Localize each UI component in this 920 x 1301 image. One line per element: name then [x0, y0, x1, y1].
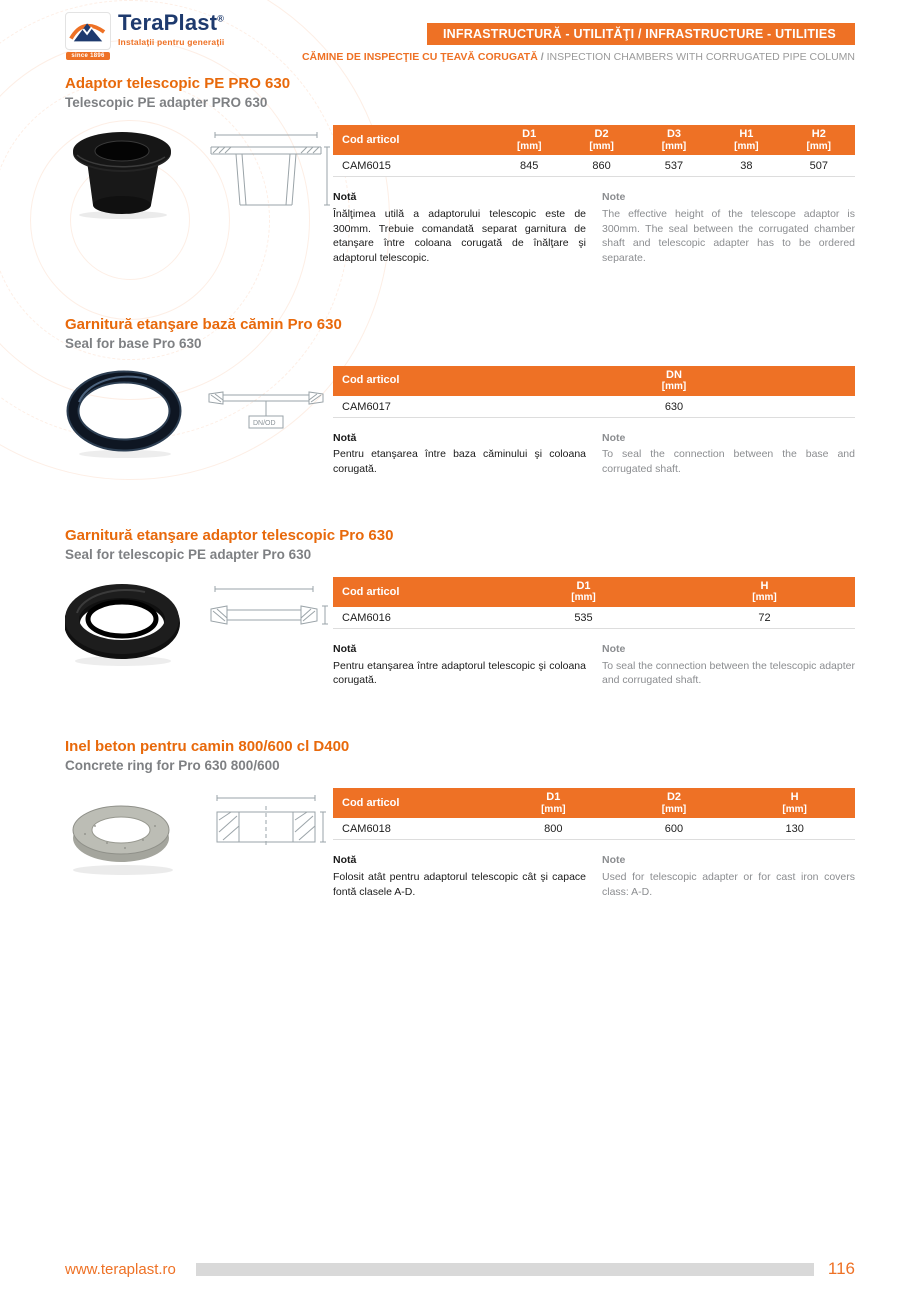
cell-h: 130 [734, 818, 855, 840]
product-section-base-seal [65, 316, 855, 477]
category-banner: INFRASTRUCTURĂ - UTILITĂŢI / INFRASTRUCTURE - UTILITIES [427, 23, 855, 45]
note-english: Note The effective height of the telescope adaptor is 300mm. The seal between the corrugated chamber shaft and telescopic adapter has to be ordered separate. [602, 191, 855, 264]
logo-brand: TeraPlast® [118, 10, 225, 35]
spec-table [333, 366, 855, 418]
col-header-d1: D1 [mm] [493, 788, 614, 818]
col-header-cod-articol: Cod articol [333, 125, 493, 155]
cell-d2: 860 [565, 155, 637, 177]
technical-drawing-concrete-ring [201, 790, 331, 886]
note-romanian: Notă Pentru etanşarea între baza căminului şi coloana corugată. [333, 431, 586, 476]
note-english: Note To seal the connection between the telescopic adapter and corrugated shaft. [602, 642, 855, 687]
col-header-d3: D3 [mm] [638, 125, 710, 155]
col-header-cod-articol: Cod articol [333, 577, 493, 607]
drawing-label-dn-od: DN/OD [253, 419, 276, 427]
col-header-d1: D1 [mm] [493, 125, 565, 155]
spec-table [333, 788, 855, 840]
section-title-en: Seal for telescopic PE adapter Pro 630 [65, 546, 312, 562]
col-header-cod-articol: Cod articol [333, 366, 493, 396]
spec-table [333, 577, 855, 629]
notes-block [333, 431, 855, 477]
col-header-h: H [mm] [734, 788, 855, 818]
page-header [65, 12, 855, 63]
product-section-concrete-ring [65, 738, 855, 899]
cell-d1: 535 [493, 607, 674, 629]
footer-bar [196, 1263, 814, 1276]
registered-mark: ® [217, 13, 225, 24]
product-photo-telescopic-adapter [65, 125, 189, 221]
col-header-cod-articol: Cod articol [333, 788, 493, 818]
cell-code: CAM6018 [333, 818, 493, 840]
table-header-row [333, 788, 855, 818]
page-footer [0, 1259, 920, 1279]
cell-code: CAM6016 [333, 607, 493, 629]
section-title-en: Telescopic PE adapter PRO 630 [65, 95, 268, 110]
col-header-h2: H2 [mm] [783, 125, 855, 155]
technical-drawing-base-seal [201, 368, 331, 464]
table-header-row [333, 577, 855, 607]
technical-drawing-adapter-seal [201, 579, 331, 675]
cell-dn: 630 [493, 396, 855, 418]
spec-table [333, 125, 855, 177]
cell-d3: 537 [638, 155, 710, 177]
cell-code: CAM6017 [333, 396, 493, 418]
table-row [333, 155, 855, 177]
catalog-body [65, 75, 855, 899]
col-header-dn: DN [mm] [493, 366, 855, 396]
technical-drawing-telescopic-adapter [201, 127, 331, 223]
table-row [333, 818, 855, 840]
logo-tagline: Instalaţii pentru generaţii [118, 37, 225, 47]
col-header-d2: D2 [mm] [614, 788, 735, 818]
cell-h: 72 [674, 607, 855, 629]
notes-block [333, 642, 855, 688]
cell-d1: 845 [493, 155, 565, 177]
teraplast-logo-icon [65, 12, 111, 50]
logo-since-ribbon: since 1896 [66, 52, 109, 60]
product-section-telescopic-adapter [65, 75, 855, 266]
subcategory-ro: CĂMINE DE INSPECŢIE CU ŢEAVĂ CORUGATĂ [301, 51, 538, 63]
col-header-d2: D2 [mm] [565, 125, 637, 155]
product-section-adapter-seal [65, 527, 855, 688]
col-header-h: H [mm] [674, 577, 855, 607]
table-header-row [333, 366, 855, 396]
col-header-d1: D1 [mm] [493, 577, 674, 607]
product-photo-base-seal [65, 366, 189, 462]
notes-block [333, 853, 855, 899]
page-number: 116 [827, 1259, 855, 1278]
subcategory-line: CĂMINE DE INSPECŢIE CU ŢEAVĂ CORUGATĂ / INSPECTION CHAMBERS WITH CORRUGATED PIPE COLUMN [301, 51, 855, 63]
cell-code: CAM6015 [333, 155, 493, 177]
product-photo-concrete-ring [65, 788, 189, 884]
subcategory-en: INSPECTION CHAMBERS WITH CORRUGATED PIPE COLUMN [546, 51, 855, 63]
table-row [333, 607, 855, 629]
section-title-en: Concrete ring for Pro 630 800/600 [65, 757, 280, 773]
table-header-row [333, 125, 855, 155]
cell-h2: 507 [783, 155, 855, 177]
note-english: Note To seal the connection between the base and corrugated shaft. [602, 431, 855, 476]
notes-block [333, 190, 855, 265]
col-header-h1: H1 [mm] [710, 125, 782, 155]
section-title-en: Seal for base Pro 630 [65, 335, 202, 351]
note-romanian: Notă Înălţimea utilă a adaptorului telescopic este de 300mm. Trebuie comandată separat garnitura de etanşare între coloana corugată de înălţare şi adaptorul telescopic. [333, 191, 586, 264]
note-romanian: Notă Pentru etanşarea între adaptorul telescopic şi coloana corugată. [333, 642, 586, 687]
teraplast-logo [65, 12, 224, 60]
section-title-ro: Adaptor telescopic PE PRO 630 [65, 75, 291, 92]
section-title-ro: Garnitură etanşare bază cămin Pro 630 [65, 315, 342, 333]
note-romanian: Notă Folosit atât pentru adaptorul telescopic cât şi capace fontă clasele A-D. [333, 854, 586, 898]
table-row [333, 396, 855, 418]
cell-h1: 38 [710, 155, 782, 177]
note-english: Note Used for telescopic adapter or for cast iron covers class: A-D. [602, 854, 855, 898]
product-photo-adapter-seal [65, 577, 189, 673]
cell-d1: 800 [493, 818, 614, 840]
cell-d2: 600 [614, 818, 735, 840]
section-title-ro: Inel beton pentru camin 800/600 cl D400 [65, 737, 350, 755]
section-title-ro: Garnitură etanşare adaptor telescopic Pro 630 [65, 526, 394, 544]
website-link[interactable]: www.teraplast.ro [65, 1260, 176, 1278]
